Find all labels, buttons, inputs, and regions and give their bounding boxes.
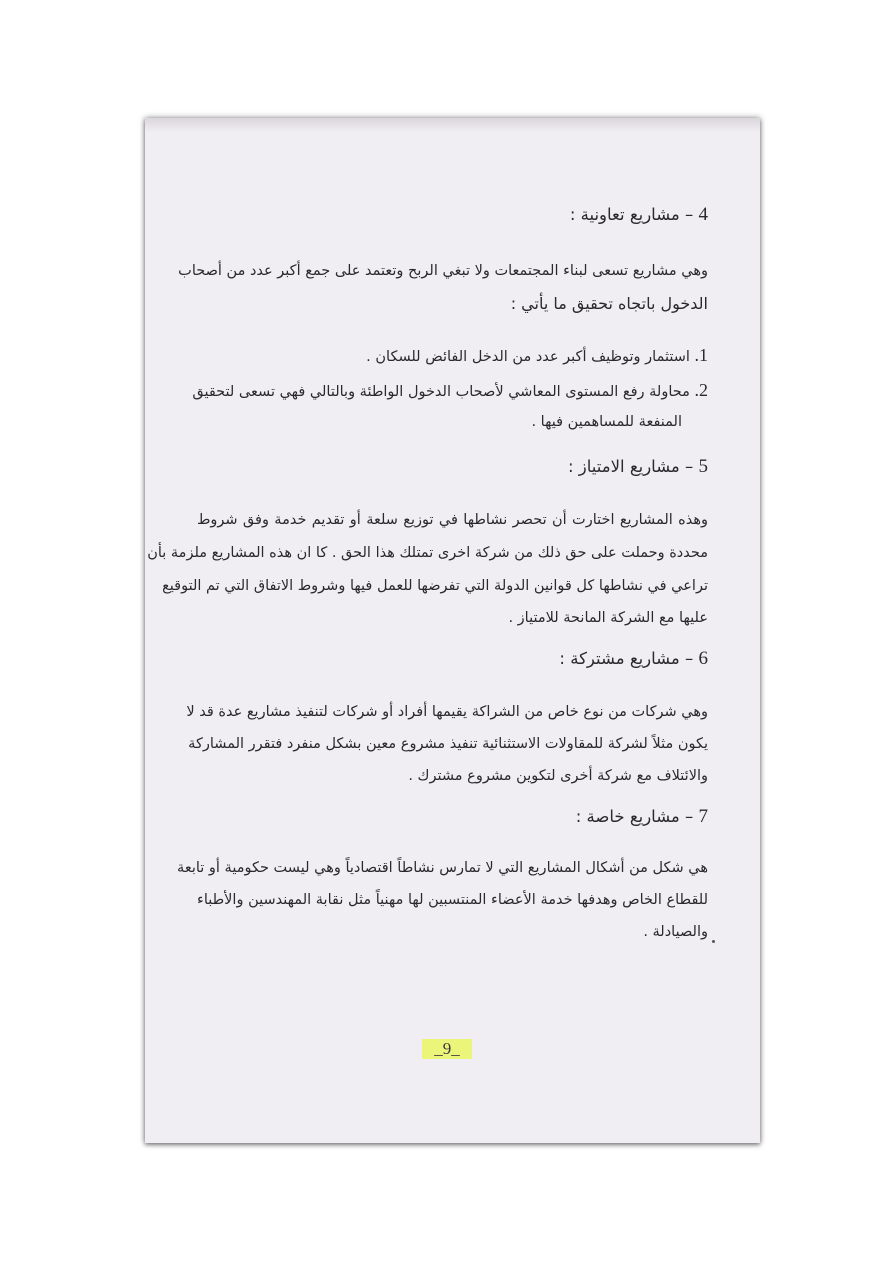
page-number: _9_ (422, 1039, 472, 1059)
section-5-paragraph-line: وهذه المشاريع اختارت أن تحصر نشاطها في توزيع سلعة أو تقديم خدمة وفق شروط (197, 512, 708, 528)
list-item-continuation: المنفعة للمساهمين فيها . (531, 414, 682, 430)
section-5-paragraph-line: تراعي في نشاطها كل قوانين الدولة التي تفرضها للعمل فيها وشروط الاتفاق التي تم التوقيع (162, 578, 708, 594)
section-7-paragraph-line: والصيادلة . (643, 924, 708, 940)
section-7-title: – مشاريع خاصة : (575, 807, 694, 826)
list-item-number: 1. (694, 345, 708, 365)
section-4-paragraph-line: وهي مشاريع تسعى لبناء المجتمعات ولا تبغي الربح وتعتمد على جمع أكبر عدد من أصحاب (178, 263, 708, 279)
section-6-paragraph-line: يكون مثلاً لشركة للمقاولات الاستثنائية تنفيذ مشروع معين بشكل منفرد فتقرر المشاركة (188, 736, 708, 752)
section-5-paragraph-line: عليها مع الشركة المانحة للامتياز . (508, 610, 708, 626)
section-6-heading (559, 649, 708, 669)
section-4-title: – مشاريع تعاونية : (569, 205, 694, 224)
section-6-paragraph-line: والائتلاف مع شركة أخرى لتكوين مشروع مشترك . (408, 768, 708, 784)
section-5-title: – مشاريع الامتياز : (567, 457, 694, 476)
list-item-text: محاولة رفع المستوى المعاشي لأصحاب الدخول الواطئة وبالتالي فهي تسعى لتحقيق (192, 384, 690, 400)
section-6-number: 6 (698, 648, 708, 669)
section-6-title: – مشاريع مشتركة : (559, 649, 694, 668)
section-5-heading (568, 457, 708, 477)
section-7-heading (576, 807, 708, 827)
ink-dot (712, 940, 715, 943)
section-5-paragraph-line: محددة وحملت على حق ذلك من شركة اخرى تمتلك هذا الحق . كا ان هذه المشاريع ملزمة بأن (147, 545, 708, 561)
section-5-number: 5 (698, 456, 708, 477)
section-6-paragraph-line: وهي شركات من نوع خاص من الشراكة يقيمها أفراد أو شركات لتنفيذ مشاريع عدة قد لا (186, 704, 708, 720)
document-page (145, 118, 760, 1143)
list-item-number: 2. (694, 380, 708, 400)
list-item-text: استثمار وتوظيف أكبر عدد من الدخل الفائض للسكان . (366, 349, 690, 365)
section-7-number: 7 (698, 806, 708, 827)
section-7-paragraph-line: للقطاع الخاص وهدفها خدمة الأعضاء المنتسبين لها مهنياً مثل نقابة المهندسين والأطباء (197, 892, 708, 908)
section-4-paragraph-line: الدخول باتجاه تحقيق ما يأتي : (510, 294, 708, 313)
list-item (192, 380, 708, 402)
section-4-number: 4 (698, 204, 708, 225)
section-7-paragraph-line: هي شكل من أشكال المشاريع التي لا تمارس نشاطاً اقتصادياً وهي ليست حكومية أو تابعة (177, 860, 708, 876)
list-item (366, 345, 708, 367)
section-4-heading (570, 205, 708, 225)
